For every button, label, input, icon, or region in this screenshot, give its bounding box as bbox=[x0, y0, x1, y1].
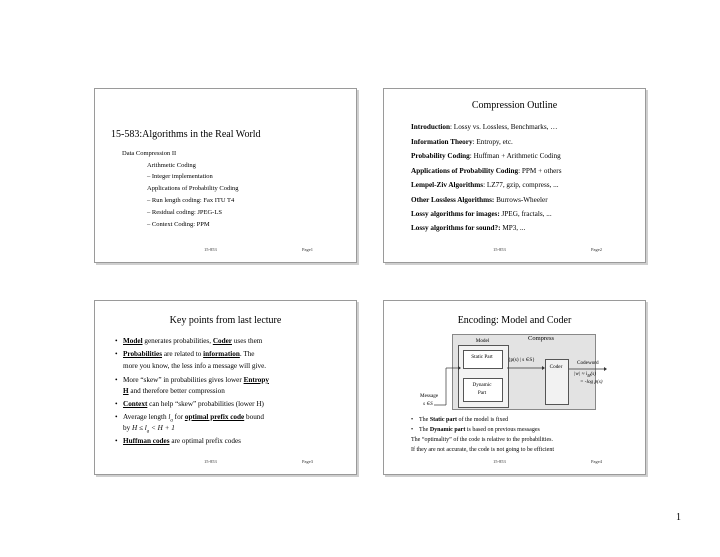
point-skew: More “skew” in probabilities gives lower Entropy bbox=[123, 376, 269, 384]
footer-left: 15-853 bbox=[493, 247, 506, 252]
point-skew-cont: H and therefore better compression bbox=[123, 387, 225, 395]
slide-3 bbox=[94, 300, 357, 475]
outline-line: – Context Coding: PPM bbox=[147, 221, 210, 228]
model-label: Model bbox=[475, 338, 490, 344]
note-optimality: The “optimality” of the code is relative to the probabilities. bbox=[411, 437, 553, 443]
point-context: Context can help “skew” probabilities (lower H) bbox=[123, 400, 264, 408]
bullet: • bbox=[411, 427, 414, 433]
static-part-label: Static Part bbox=[471, 354, 493, 360]
outline-line: Arithmetic Coding bbox=[147, 162, 196, 169]
outline-item: Lossy algorithms for images: JPEG, fractals, ... bbox=[411, 210, 552, 218]
bullet: • bbox=[115, 437, 118, 445]
slide-4 bbox=[383, 300, 646, 475]
point-probabilities-cont: more you know, the less info a message will give. bbox=[123, 362, 267, 370]
bullet: • bbox=[115, 400, 118, 408]
codeword-label: Codeword bbox=[577, 360, 599, 366]
message-label: Message bbox=[420, 393, 439, 399]
slide-4-title: Encoding: Model and Coder bbox=[457, 315, 572, 326]
outline-item: Lempel-Ziv Algorithms: LZ77, gzip, compress, ... bbox=[411, 181, 559, 189]
page-number: 1 bbox=[676, 512, 681, 523]
footer-left: 15-853 bbox=[493, 459, 506, 464]
dynamic-part-label: Dynamic Part bbox=[472, 382, 492, 396]
point-model-coder: Model generates probabilities, Coder uses them bbox=[123, 337, 263, 345]
note-dynamic-part: The Dynamic part is based on previous messages bbox=[419, 427, 540, 433]
point-probabilities: Probabilities are related to information. The bbox=[123, 350, 255, 358]
slide-3-title: Key points from last lecture bbox=[169, 315, 282, 326]
outline-line: Applications of Probability Coding bbox=[147, 185, 239, 192]
outline-line: – Integer implementation bbox=[147, 173, 213, 180]
footer-right: Page3 bbox=[302, 459, 313, 464]
footer-right: Page4 bbox=[591, 459, 602, 464]
outline-item: Lossy algorithms for sound?: MP3, ... bbox=[411, 224, 526, 232]
outline-item: Information Theory: Entropy, etc. bbox=[411, 138, 513, 146]
message-symbol: s ∈S bbox=[423, 401, 433, 407]
codeword-length-formula: $|w| \approx i_M(s)$ bbox=[574, 371, 597, 379]
outline-line: – Residual coding: JPEG-LS bbox=[147, 209, 222, 216]
note-static-part: The Static part of the model is fixed bbox=[419, 417, 509, 423]
point-huffman: Huffman codes are optimal prefix codes bbox=[123, 437, 241, 445]
compress-label: Compress bbox=[528, 335, 554, 342]
prob-set-label: {p(s) | s ∈S} bbox=[508, 357, 535, 363]
outline-line: – Run length coding: Fax ITU T4 bbox=[147, 197, 235, 204]
footer-left: 15-853 bbox=[204, 247, 217, 252]
codeword-length-log: = -log p(s) bbox=[580, 379, 603, 385]
footer-right: Page1 bbox=[302, 247, 313, 252]
bullet: • bbox=[115, 376, 118, 384]
outline-item: Probability Coding: Huffman + Arithmetic Coding bbox=[411, 152, 561, 160]
slide-2-title: Compression Outline bbox=[471, 100, 558, 111]
slide-1-title: 15-583:Algorithms in the Real World bbox=[111, 129, 261, 140]
slide-2 bbox=[383, 88, 646, 263]
footer-left: 15-853 bbox=[204, 459, 217, 464]
point-average-length: Average length $l_a$ for optimal prefix code bound bbox=[123, 413, 264, 424]
slide-1 bbox=[94, 88, 357, 263]
footer-right: Page2 bbox=[591, 247, 602, 252]
outline-item: Introduction: Lossy vs. Lossless, Benchmarks, … bbox=[411, 123, 558, 131]
coder-label: Coder bbox=[549, 364, 563, 370]
outline-line: Data Compression II bbox=[122, 150, 177, 157]
outline-item: Applications of Probability Coding: PPM + others bbox=[411, 167, 562, 175]
outline-item: Other Lossless Algorithms: Burrows-Wheeler bbox=[411, 196, 548, 204]
point-average-length-bound: by $H \le l_a < H + 1$ bbox=[123, 424, 175, 435]
note-accuracy: If they are not accurate, the code is not going to be efficient bbox=[411, 447, 554, 453]
bullet: • bbox=[115, 337, 118, 345]
bullet: • bbox=[411, 417, 414, 423]
bullet: • bbox=[115, 413, 118, 421]
bullet: • bbox=[115, 350, 118, 358]
